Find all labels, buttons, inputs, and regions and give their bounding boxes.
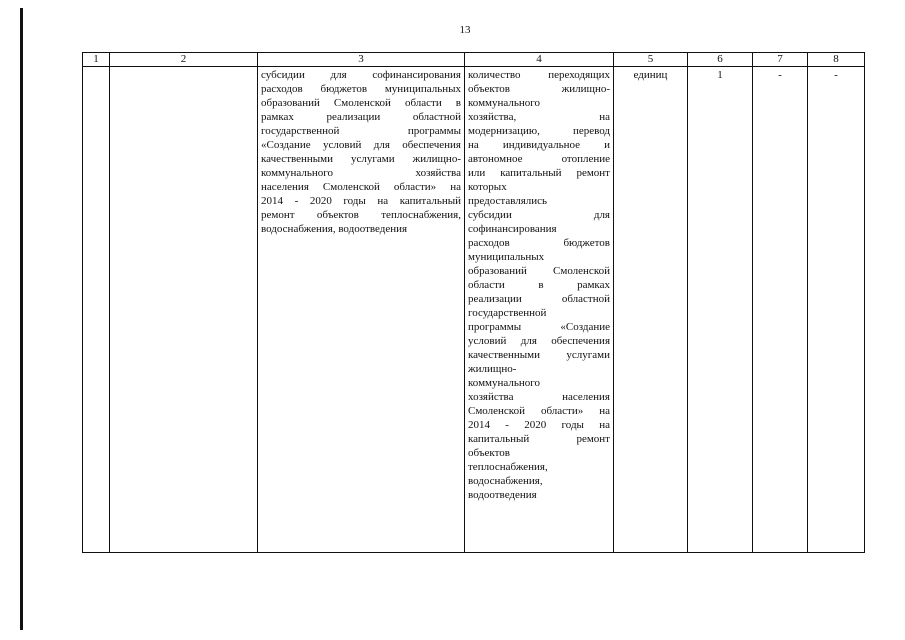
measure-line: водоснабжения, водоотведения — [261, 223, 408, 235]
indicator-line: условий для обеспечения — [468, 335, 610, 347]
indicator-line: образований Смоленской — [468, 265, 610, 277]
indicator-line: капитальный ремонт — [468, 433, 610, 445]
column-number-row — [83, 53, 865, 67]
header-cell-3: 3 — [258, 53, 465, 67]
header-cell-4: 4 — [465, 53, 614, 67]
indicator-line: водоснабжения, — [468, 475, 543, 487]
indicator-line: объектов — [468, 447, 510, 459]
header-cell-1: 1 — [83, 53, 110, 67]
indicator-line: софинансирования — [468, 223, 557, 235]
indicator-line: реализации областной — [468, 293, 610, 305]
indicator-line: расходов бюджетов — [468, 237, 610, 249]
indicator-table — [82, 52, 865, 553]
measure-line: населения Смоленской области» на — [261, 181, 461, 193]
indicator-line: программы «Создание — [468, 321, 610, 333]
value-cell-8: - — [808, 67, 865, 553]
indicator-line: хозяйства населения — [468, 391, 610, 403]
measure-line: государственной программы — [261, 125, 461, 137]
indicator-line: области в рамках — [468, 279, 610, 291]
value-cell-6: 1 — [688, 67, 753, 553]
header-cell-6: 6 — [688, 53, 753, 67]
indicator-line: теплоснабжения, — [468, 461, 548, 473]
measure-line: ремонт объектов теплоснабжения, — [261, 209, 461, 221]
measure-line: 2014 - 2020 годы на капитальный — [261, 195, 461, 207]
header-cell-5: 5 — [614, 53, 688, 67]
indicator-line: количество переходящих — [468, 69, 610, 81]
measure-line: коммунального хозяйства — [261, 167, 461, 179]
measure-line: «Создание условий для обеспечения — [261, 139, 461, 151]
page-number: 13 — [459, 24, 471, 36]
indicator-line: хозяйства, на — [468, 111, 610, 123]
indicator-line: качественными услугами — [468, 349, 610, 361]
indicator-line: субсидии для — [468, 209, 610, 221]
header-cell-7: 7 — [753, 53, 808, 67]
indicator-line: модернизацию, перевод — [468, 125, 610, 137]
indicator-line: 2014 - 2020 годы на — [468, 419, 610, 431]
header-cell-8: 8 — [808, 53, 865, 67]
indicator-line: коммунального — [468, 377, 540, 389]
value-cell-7: - — [753, 67, 808, 553]
table-row — [83, 67, 865, 553]
indicator-line: муниципальных — [468, 251, 545, 263]
indicator-line: коммунального — [468, 97, 540, 109]
page-binding-line — [20, 8, 23, 630]
indicator-line: Смоленской области» на — [468, 405, 610, 417]
measure-line: расходов бюджетов муниципальных — [261, 83, 461, 95]
measure-line: качественными услугами жилищно- — [261, 153, 461, 165]
indicator-line: предоставлялись — [468, 195, 548, 207]
indicator-line: государственной — [468, 307, 547, 319]
measure-description-cell — [258, 67, 465, 553]
header-cell-2: 2 — [110, 53, 258, 67]
indicator-line: или капитальный ремонт — [468, 167, 610, 179]
unit-cell: единиц — [614, 67, 688, 553]
indicator-line: на индивидуальное и — [468, 139, 610, 151]
indicator-line: объектов жилищно- — [468, 83, 610, 95]
program-name-cell — [110, 67, 258, 553]
row-number-cell — [83, 67, 110, 553]
measure-line: субсидии для софинансирования — [261, 69, 461, 81]
indicator-description-cell — [465, 67, 614, 553]
measure-line: образований Смоленской области в — [261, 97, 461, 109]
measure-line: рамках реализации областной — [261, 111, 461, 123]
indicator-line: жилищно- — [468, 363, 517, 375]
indicator-line: водоотведения — [468, 489, 537, 501]
indicator-line: которых — [468, 181, 507, 193]
indicator-line: автономное отопление — [468, 153, 610, 165]
